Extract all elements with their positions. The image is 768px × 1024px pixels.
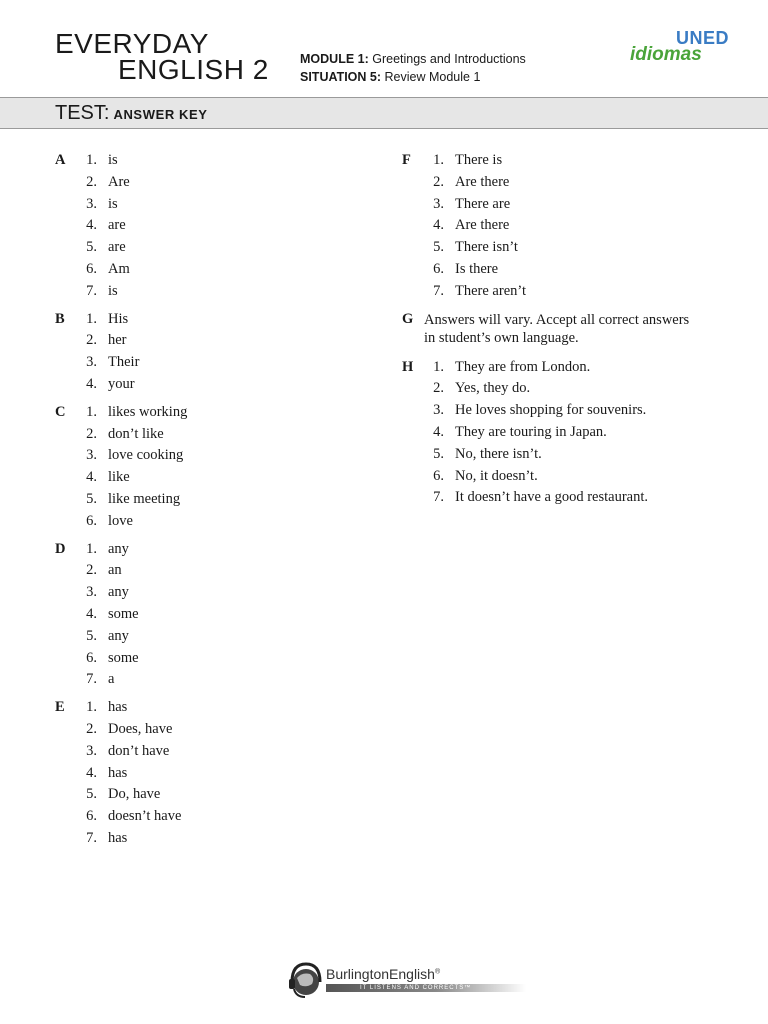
list-item: 2. Yes, they do.	[433, 380, 531, 397]
test-label: TEST:	[55, 102, 110, 124]
list-item: 2. Does, have	[86, 720, 173, 737]
burlington-footer-logo: BurlingtonEnglish® IT LISTENS AND CORRECTS™	[288, 958, 538, 1002]
list-item: 7. is	[86, 282, 118, 299]
section-g-note: Answers will vary. Accept all correct answers in student’s own language.	[424, 311, 690, 346]
section-letter: A	[55, 152, 66, 168]
list-item: 4. are	[86, 217, 126, 234]
list-item: 3. is	[86, 195, 118, 212]
brand-name: BurlingtonEnglish	[326, 966, 435, 982]
situation-label: SITUATION 5:	[300, 70, 382, 84]
page-title-line1: EVERYDAY	[55, 28, 209, 59]
list-item: 2. Are	[86, 173, 130, 190]
list-item: 6. doesn’t have	[86, 808, 182, 825]
section-letter: C	[55, 403, 66, 420]
list-item: 1. His	[86, 310, 129, 327]
right-column	[402, 152, 742, 517]
module-value: Greetings and Introductions	[372, 52, 526, 66]
list-item: 3. There are	[433, 195, 511, 212]
section-letter: H	[402, 358, 414, 375]
list-item: 1. is	[86, 152, 118, 168]
section-b	[55, 311, 375, 398]
tagline: IT LISTENS AND CORRECTS™	[360, 985, 472, 991]
list-item: 3. don’t have	[86, 742, 170, 759]
list-item: 3. Their	[86, 354, 140, 371]
list-item: 7. It doesn’t have a good restaurant.	[433, 489, 649, 506]
section-g	[402, 311, 742, 347]
list-item: 4. your	[86, 375, 135, 392]
list-item: 5. No, there isn’t.	[433, 445, 542, 462]
uned-idiomas-logo: UNED idiomas	[630, 28, 730, 65]
list-item: 7. There aren’t	[433, 282, 526, 299]
section-e	[55, 699, 375, 852]
list-item: 1. has	[86, 699, 128, 716]
test-band	[0, 97, 768, 129]
list-item: 2. an	[86, 562, 122, 579]
list-item: 2. Are there	[433, 173, 510, 190]
list-item: 1. any	[86, 540, 129, 557]
list-item: 2. don’t like	[86, 425, 164, 442]
section-letter: G	[402, 310, 414, 327]
list-item: 1. They are from London.	[433, 358, 591, 375]
module-label: MODULE 1:	[300, 52, 369, 66]
list-item: 6. Am	[86, 260, 130, 277]
list-item: 5. any	[86, 627, 129, 644]
module-info	[300, 50, 526, 86]
section-letter: D	[55, 540, 66, 557]
list-item: 4. has	[86, 764, 128, 781]
section-f	[402, 152, 742, 305]
section-a	[55, 152, 375, 305]
list-item: 5. Do, have	[86, 786, 161, 803]
list-item: 6. Is there	[433, 260, 499, 277]
section-h	[402, 359, 742, 512]
list-item: 4. They are touring in Japan.	[433, 423, 607, 440]
section-letter: F	[402, 152, 411, 168]
section-d	[55, 541, 375, 694]
list-item: 5. There isn’t	[433, 239, 518, 256]
list-item: 3. He loves shopping for souvenirs.	[433, 402, 647, 419]
list-item: 1. There is	[433, 152, 503, 168]
answer-key-label: ANSWER KEY	[113, 107, 208, 122]
list-item: 7. a	[86, 671, 115, 688]
left-column	[55, 152, 375, 858]
headset-globe-icon	[288, 960, 324, 1000]
list-item: 5. like meeting	[86, 490, 181, 507]
list-item: 6. No, it doesn’t.	[433, 467, 538, 484]
list-item: 3. any	[86, 584, 129, 601]
section-letter: B	[55, 310, 65, 327]
list-item: 4. like	[86, 469, 130, 486]
page-title-line2: ENGLISH 2	[118, 54, 269, 85]
list-item: 7. has	[86, 829, 128, 846]
list-item: 5. are	[86, 239, 126, 256]
section-letter: E	[55, 699, 65, 716]
list-item: 6. love	[86, 512, 133, 529]
section-c	[55, 404, 375, 535]
situation-value: Review Module 1	[384, 70, 481, 84]
list-item: 6. some	[86, 649, 139, 666]
list-item: 1. likes working	[86, 403, 188, 420]
list-item: 3. love cooking	[86, 447, 184, 464]
list-item: 2. her	[86, 332, 127, 349]
list-item: 4. Are there	[433, 217, 510, 234]
list-item: 4. some	[86, 605, 139, 622]
